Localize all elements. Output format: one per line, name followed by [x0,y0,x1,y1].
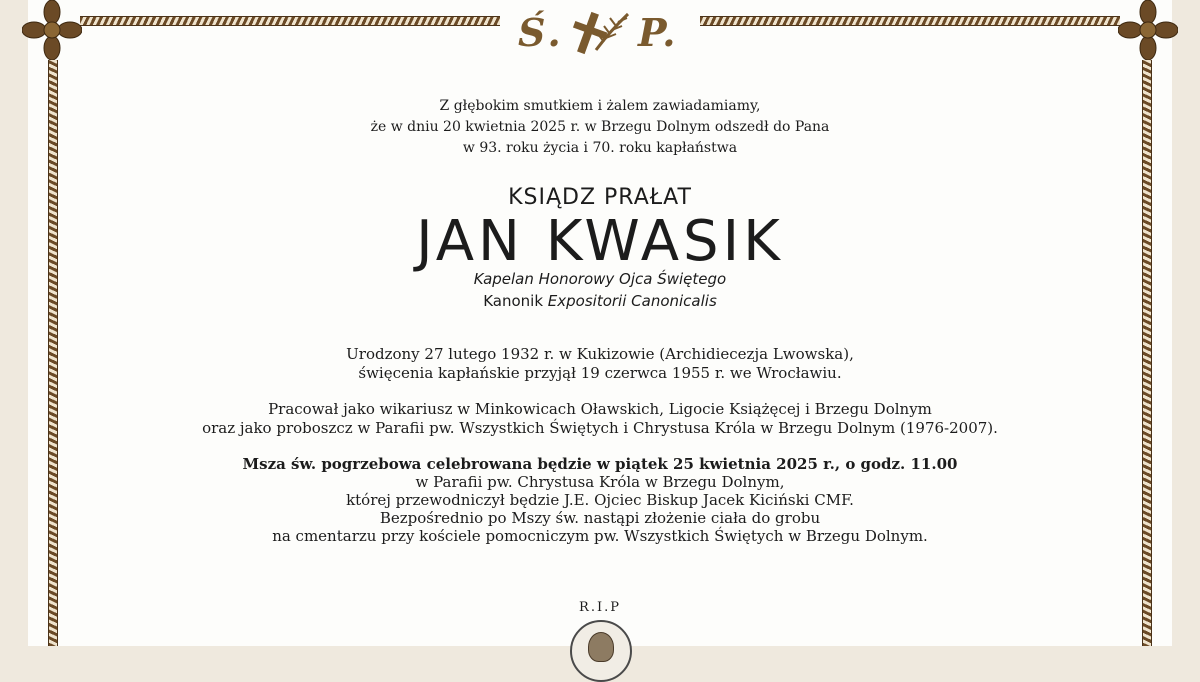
honorary-italic: Expositorii Canonicalis [547,292,717,310]
intro-line: Z głębokim smutkiem i żalem zawiadamiamy, [439,98,761,114]
honorary-line-1: Kapelan Honorowy Ojca Świętego [473,270,727,288]
intro-paragraph [0,96,1200,159]
emblem-p-letter: P. [638,10,678,55]
ministry-paragraph [0,400,1200,438]
funeral-line: której przewodniczył będzie J.E. Ojciec Biskup Jacek Kiciński CMF. [346,491,854,509]
bio-line: Urodzony 27 lutego 1932 r. w Kukizowie (Archidiecezja Lwowska), [346,345,854,363]
intro-line: że w dniu 20 kwietnia 2025 r. w Brzegu Dolnym odszedł do Pana [370,119,830,135]
bio-line: święcenia kapłańskie przyjął 19 czerwca 1955 r. we Wrocławiu. [358,364,842,382]
bio-line: oraz jako proboszcz w Parafii pw. Wszystkich Świętych i Chrystusa Króla w Brzegu Dolnym (1976-2007). [202,419,998,437]
honorary-prefix: Kanonik [483,292,548,310]
funeral-line: w Parafii pw. Chrystusa Króla w Brzegu Dolnym, [415,473,785,491]
funeral-lead: Msza św. pogrzebowa celebrowana będzie w piątek 25 kwietnia 2025 r., o godz. 11.00 [242,455,958,473]
sp-emblem [500,0,700,60]
cross-palm-icon [566,10,636,56]
clergy-title: KSIĄDZ PRAŁAT [508,185,692,210]
border-top [80,16,500,26]
birth-ordination-paragraph [0,345,1200,383]
intro-line: w 93. roku życia i 70. roku kapłaństwa [462,140,738,156]
medallion-icon [570,620,632,682]
deceased-name: JAN KWASIK [416,209,784,274]
border-top [700,16,1120,26]
bio-line: Pracował jako wikariusz w Minkowicach Oławskich, Ligocie Książęcej i Brzegu Dolnym [268,400,932,418]
funeral-line: Bezpośrednio po Mszy św. nastąpi złożenie ciała do grobu [379,509,821,527]
corner-ornament-icon [1118,0,1178,60]
corner-ornament-icon [22,0,82,60]
rip-label: R.I.P [579,600,621,615]
emblem-s-letter: Ś. [518,10,563,55]
honorary-titles [0,268,1200,312]
funeral-line: na cmentarzu przy kościele pomocniczym pw. Wszystkich Świętych w Brzegu Dolnym. [272,527,928,545]
funeral-paragraph [0,455,1200,545]
medallion-portrait [588,632,614,662]
honorary-line-2 [0,290,1200,312]
